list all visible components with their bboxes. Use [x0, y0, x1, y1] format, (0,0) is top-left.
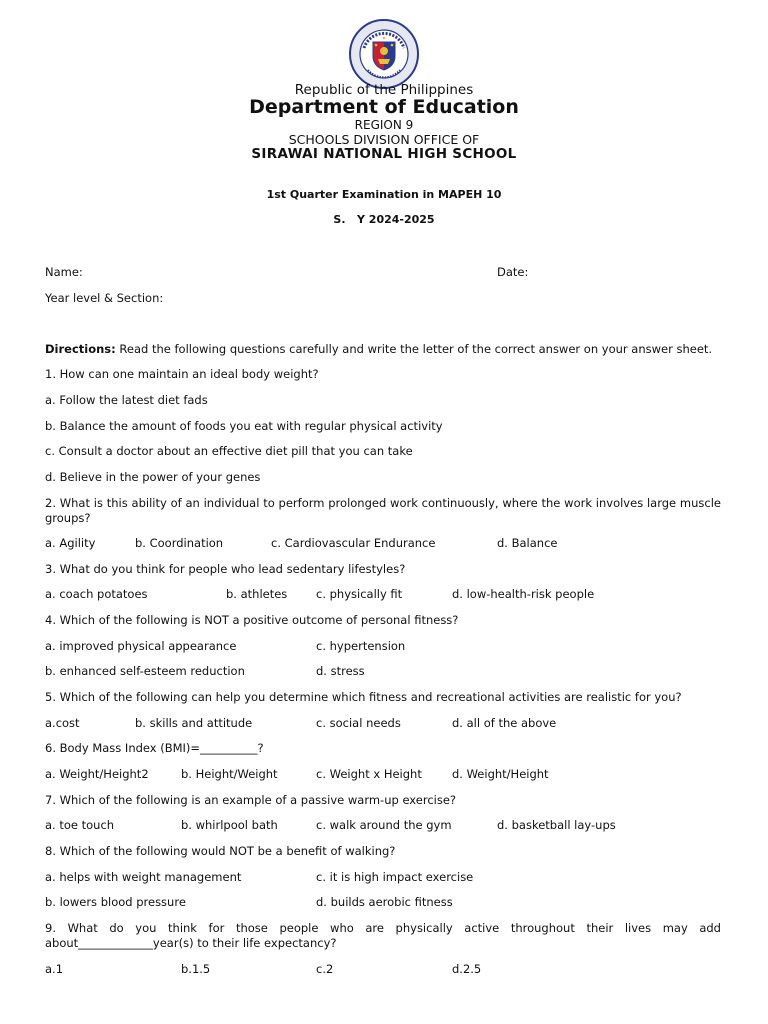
q9-choice-b: b.1.5	[181, 962, 211, 976]
directions-text: Read the following questions carefully and write the letter of the correct answer on your answer sheet.	[115, 342, 713, 356]
deped-seal-icon	[348, 18, 420, 90]
q4-choice-d: d. stress	[316, 664, 365, 678]
q1-choice-c: c. Consult a doctor about an effective diet pill that you can take	[45, 444, 413, 458]
department-heading: Department of Education	[249, 96, 519, 118]
q4-choice-c: c. hypertension	[316, 639, 406, 653]
school-heading: SIRAWAI NATIONAL HIGH SCHOOL	[251, 146, 517, 162]
q1-choice-d: d. Believe in the power of your genes	[45, 470, 261, 484]
question-9: 9. What do you think for those people who are physically active throughout their lives may add about_____________year(s) to their life expectancy?	[45, 921, 721, 950]
q6-choice-a: a. Weight/Height2	[45, 767, 149, 781]
q8-choice-a: a. helps with weight management	[45, 870, 242, 884]
year-section-field-label: Year level & Section:	[45, 291, 164, 305]
q8-choice-b: b. lowers blood pressure	[45, 895, 186, 909]
q7-choice-d: d. basketball lay-ups	[497, 818, 616, 832]
q2-choice-a: a. Agility	[45, 536, 96, 550]
question-7: 7. Which of the following is an example of a passive warm-up exercise?	[45, 793, 457, 807]
q1-choice-b: b. Balance the amount of foods you eat with regular physical activity	[45, 419, 443, 433]
q6-choice-d: d. Weight/Height	[452, 767, 549, 781]
q6-choice-c: c. Weight x Height	[316, 767, 422, 781]
region-heading: REGION 9	[354, 118, 414, 132]
q3-choice-c: c. physically fit	[316, 587, 403, 601]
date-field-label: Date:	[497, 265, 529, 279]
q9-choice-c: c.2	[316, 962, 334, 976]
q7-choice-a: a. toe touch	[45, 818, 115, 832]
exam-title: 1st Quarter Examination in MAPEH 10	[266, 188, 502, 201]
q2-choice-c: c. Cardiovascular Endurance	[271, 536, 436, 550]
q4-choice-b: b. enhanced self-esteem reduction	[45, 664, 245, 678]
q7-choice-c: c. walk around the gym	[316, 818, 452, 832]
q9-choice-a: a.1	[45, 962, 64, 976]
question-5: 5. Which of the following can help you determine which fitness and recreational activities are realistic for you?	[45, 690, 682, 704]
directions-label: Directions:	[45, 342, 116, 356]
question-6: 6. Body Mass Index (BMI)=__________?	[45, 741, 264, 755]
q2-choice-d: d. Balance	[497, 536, 558, 550]
q3-choice-a: a. coach potatoes	[45, 587, 148, 601]
directions	[45, 342, 712, 357]
q8-choice-c: c. it is high impact exercise	[316, 870, 474, 884]
republic-heading: Republic of the Philippines	[294, 82, 474, 98]
question-1: 1. How can one maintain an ideal body weight?	[45, 367, 319, 381]
q7-choice-b: b. whirlpool bath	[181, 818, 278, 832]
q5-choice-d: d. all of the above	[452, 716, 557, 730]
division-heading: SCHOOLS DIVISION OFFICE OF	[288, 132, 480, 147]
q3-choice-b: b. athletes	[226, 587, 288, 601]
q5-choice-a: a.cost	[45, 716, 80, 730]
q5-choice-b: b. skills and attitude	[135, 716, 253, 730]
question-4: 4. Which of the following is NOT a positive outcome of personal fitness?	[45, 613, 459, 627]
school-year: S. Y 2024-2025	[333, 213, 435, 226]
q4-choice-a: a. improved physical appearance	[45, 639, 237, 653]
question-2: 2. What is this ability of an individual to perform prolonged work continuously, where the work involves large muscle groups?	[45, 496, 721, 525]
q3-choice-d: d. low-health-risk people	[452, 587, 595, 601]
q8-choice-d: d. builds aerobic fitness	[316, 895, 453, 909]
q2-choice-b: b. Coordination	[135, 536, 224, 550]
q9-choice-d: d.2.5	[452, 962, 482, 976]
question-8: 8. Which of the following would NOT be a benefit of walking?	[45, 844, 396, 858]
q1-choice-a: a. Follow the latest diet fads	[45, 393, 208, 407]
name-field-label: Name:	[45, 265, 83, 279]
question-3: 3. What do you think for people who lead sedentary lifestyles?	[45, 562, 406, 576]
q5-choice-c: c. social needs	[316, 716, 401, 730]
q6-choice-b: b. Height/Weight	[181, 767, 278, 781]
